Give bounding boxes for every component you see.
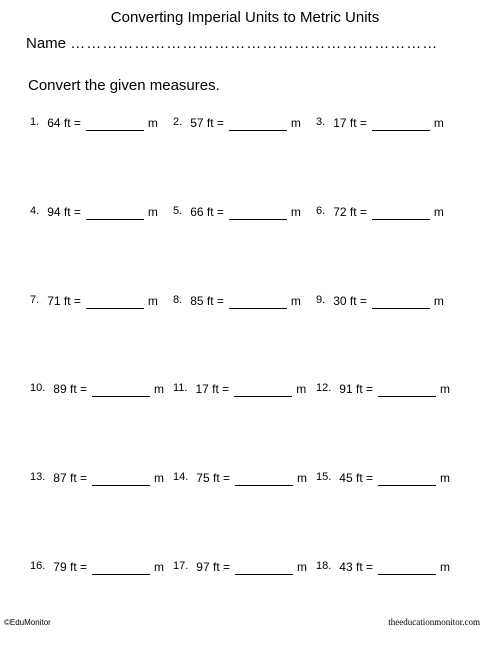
unit-label: m <box>433 293 444 308</box>
problem-number: 13. <box>30 471 46 484</box>
unit-label: m <box>290 204 301 219</box>
problem-expression: 64 ft = <box>47 116 81 130</box>
problem-number: 2. <box>173 116 183 128</box>
problem-expression: 72 ft = <box>333 204 367 219</box>
problem-number: 9. <box>316 293 326 306</box>
problem-expression: 30 ft = <box>333 293 367 308</box>
problem-number: 16. <box>30 559 46 572</box>
problem-item <box>173 382 316 471</box>
problem-expression: 43 ft = <box>339 559 373 574</box>
unit-label: m <box>433 204 444 219</box>
problem-number: 6. <box>316 204 326 217</box>
unit-label: m <box>290 293 301 308</box>
name-label: Name <box>26 35 67 52</box>
problem-number: 12. <box>316 382 332 395</box>
problem-number: 14. <box>173 471 189 484</box>
problem-number: 10. <box>30 382 46 395</box>
problem-number: 18. <box>316 559 332 572</box>
unit-label: m <box>154 471 164 486</box>
problem-item <box>173 471 316 560</box>
worksheet-title: Converting Imperial Units to Metric Units <box>110 9 380 26</box>
problem-item <box>30 116 173 205</box>
problem-item <box>316 471 459 560</box>
unit-label: m <box>290 116 301 130</box>
answer-blank[interactable] <box>229 116 287 131</box>
problem-grid <box>30 116 460 649</box>
problem-item <box>173 560 316 649</box>
problem-item <box>173 294 316 383</box>
answer-blank[interactable] <box>372 116 430 131</box>
problem-expression: 79 ft = <box>53 559 87 574</box>
answer-blank[interactable] <box>234 382 292 397</box>
problem-expression: 71 ft = <box>47 293 81 308</box>
answer-blank[interactable] <box>92 560 150 575</box>
unit-label: m <box>297 559 307 574</box>
problem-number: 1. <box>30 116 40 128</box>
answer-blank[interactable] <box>235 471 293 486</box>
answer-blank[interactable] <box>86 205 144 220</box>
answer-blank[interactable] <box>378 382 436 397</box>
unit-label: m <box>154 559 164 574</box>
problem-number: 15. <box>316 471 332 484</box>
answer-blank[interactable] <box>86 116 144 131</box>
unit-label: m <box>440 559 450 574</box>
problem-item <box>30 471 173 560</box>
problem-item <box>316 205 459 294</box>
problem-number: 11. <box>173 382 188 395</box>
instruction-text: Convert the given measures. <box>28 77 220 94</box>
problem-number: 4. <box>30 204 40 217</box>
footer-copyright: ©EduMonitor <box>4 618 51 627</box>
answer-blank[interactable] <box>86 294 144 309</box>
problem-number: 3. <box>316 116 326 128</box>
problem-expression: 17 ft = <box>195 382 230 397</box>
problem-item <box>30 382 173 471</box>
unit-label: m <box>440 382 450 397</box>
problem-number: 8. <box>173 293 183 306</box>
problem-expression: 94 ft = <box>47 204 81 219</box>
problem-expression: 89 ft = <box>53 382 87 397</box>
problem-item <box>173 116 316 205</box>
answer-blank[interactable] <box>92 471 150 486</box>
problem-expression: 57 ft = <box>190 116 224 130</box>
answer-blank[interactable] <box>92 382 150 397</box>
unit-label: m <box>147 204 158 219</box>
problem-item <box>30 560 173 649</box>
problem-item <box>316 560 459 649</box>
unit-label: m <box>147 116 158 130</box>
unit-label: m <box>147 293 158 308</box>
problem-expression: 87 ft = <box>53 471 87 486</box>
unit-label: m <box>433 116 444 130</box>
problem-expression: 85 ft = <box>190 293 224 308</box>
unit-label: m <box>154 382 164 397</box>
unit-label: m <box>297 471 307 486</box>
footer-website: theeducationmonitor.com <box>388 617 480 627</box>
problem-item <box>173 205 316 294</box>
answer-blank[interactable] <box>235 560 293 575</box>
answer-blank[interactable] <box>229 205 287 220</box>
problem-expression: 17 ft = <box>333 116 367 130</box>
problem-number: 17. <box>173 559 189 572</box>
problem-expression: 91 ft = <box>339 382 373 397</box>
name-dotted-line: …………………………………………………………… <box>70 35 439 52</box>
answer-blank[interactable] <box>229 294 287 309</box>
problem-item <box>30 205 173 294</box>
problem-expression: 66 ft = <box>190 204 224 219</box>
problem-number: 5. <box>173 204 183 217</box>
problem-expression: 75 ft = <box>196 471 230 486</box>
answer-blank[interactable] <box>378 560 436 575</box>
problem-expression: 97 ft = <box>196 559 230 574</box>
unit-label: m <box>296 382 307 397</box>
problem-number: 7. <box>30 293 40 306</box>
problem-expression: 45 ft = <box>339 471 373 486</box>
problem-item <box>30 294 173 383</box>
answer-blank[interactable] <box>378 471 436 486</box>
answer-blank[interactable] <box>372 294 430 309</box>
problem-item <box>316 116 459 205</box>
problem-item <box>316 382 459 471</box>
name-line <box>26 35 456 52</box>
unit-label: m <box>440 471 450 486</box>
problem-item <box>316 294 459 383</box>
answer-blank[interactable] <box>372 205 430 220</box>
